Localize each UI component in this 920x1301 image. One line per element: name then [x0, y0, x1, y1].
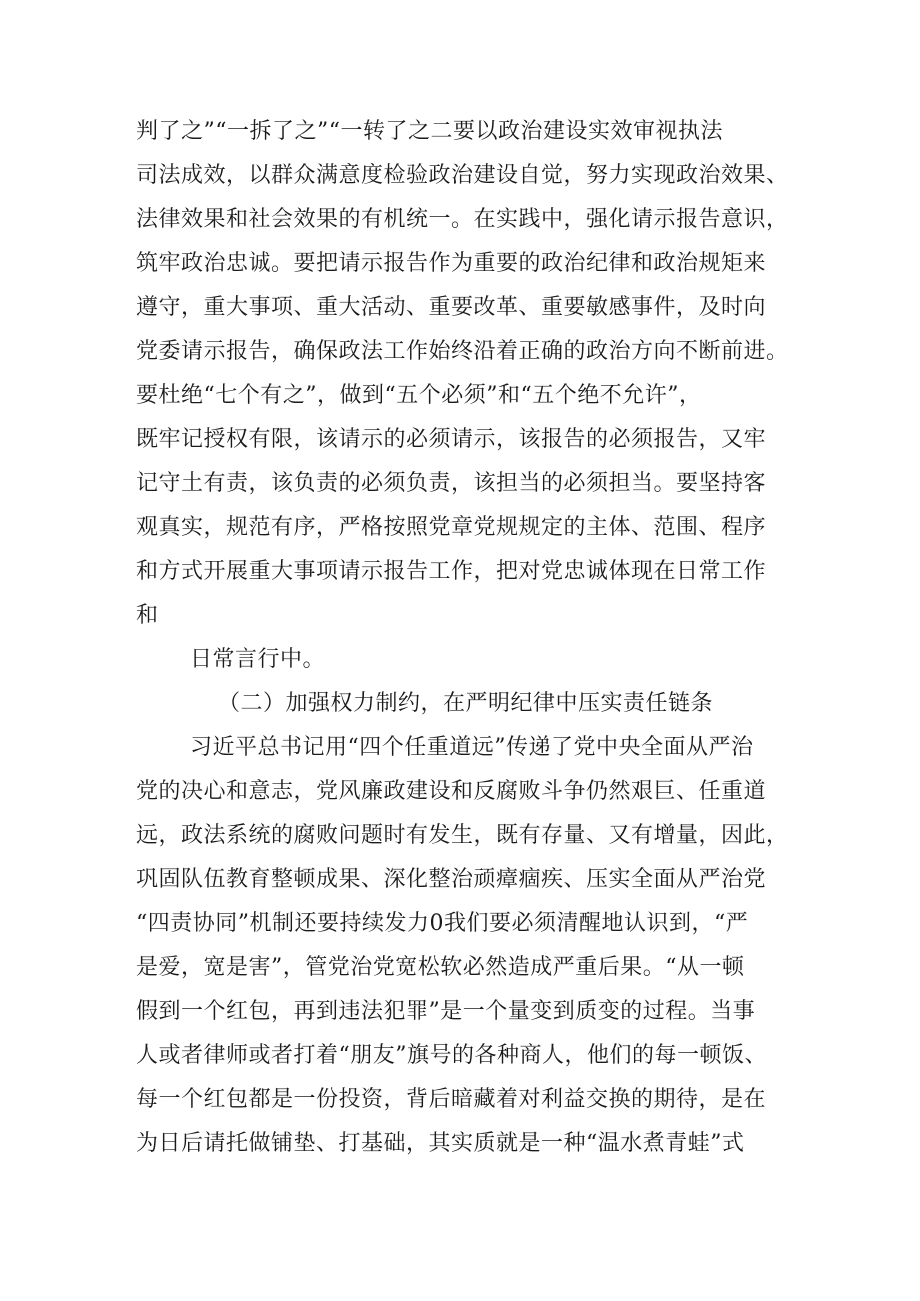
paragraph-line: 巩固队伍教育整顿成果、深化整治顽瘴痼疾、压实全面从严治党: [136, 867, 767, 892]
paragraph-line: 和方式开展重大事项请示报告工作，把对党忠诚体现在日常工作: [136, 559, 767, 584]
paragraph-line: 司法成效，以群众满意度检验政治建设自觉，努力实现政治效果、: [136, 163, 789, 188]
paragraph-line: 远，政法系统的腐败问题时有发生，既有存量、又有增量，因此，: [136, 823, 789, 848]
paragraph-line: 为日后请托做铺垫、打基础，其实质就是一种“温水煮青蛙”式: [136, 1131, 745, 1156]
paragraph-line: 观真实，规范有序，严格按照党章党规规定的主体、范围、程序: [136, 515, 767, 540]
section-heading: （二）加强权力制约，在严明纪律中压实责任链条: [218, 691, 714, 716]
paragraph-line: 既牢记授权有限，该请示的必须请示，该报告的必须报告，又牢: [136, 427, 767, 452]
paragraph-line: 和: [136, 603, 159, 628]
paragraph-line: 要杜绝“七个有之”，做到“五个必须”和“五个绝不允许”，: [136, 383, 702, 408]
paragraph-line: 每一个红包都是一份投资，背后暗藏着对利益交换的期待，是在: [136, 1087, 767, 1112]
paragraph-line: 日常言行中。: [190, 647, 326, 672]
paragraph-line: 遵守，重大事项、重大活动、重要改革、重要敏感事件，及时向: [136, 295, 767, 320]
paragraph-line: 是爱，宽是害”，管党治党宽松软必然造成严重后果。“从一顿: [136, 955, 745, 980]
paragraph-line: “四责协同”机制还要持续发力0我们要必须清醒地认识到，“严: [136, 911, 749, 936]
paragraph-line: 假到一个红包，再到违法犯罪”是一个量变到质变的过程。当事: [136, 999, 756, 1024]
paragraph-line: 习近平总书记用“四个任重道远”传递了党中央全面从严治: [190, 735, 754, 760]
paragraph-line: 判了之”“一拆了之”“一转了之二要以政治建设实效审视执法: [136, 119, 723, 144]
paragraph-line: 党委请示报告，确保政法工作始终沿着正确的政治方向不断前进。: [136, 339, 789, 364]
paragraph-line: 人或者律师或者打着“朋友”旗号的各种商人，他们的每一顿饭、: [136, 1043, 767, 1068]
paragraph-line: 法律效果和社会效果的有机统一。在实践中，强化请示报告意识，: [136, 207, 789, 232]
paragraph-line: 筑牢政治忠诚。要把请示报告作为重要的政治纪律和政治规矩来: [136, 251, 767, 276]
paragraph-line: 记守土有责，该负责的必须负责，该担当的必须担当。要坚持客: [136, 471, 767, 496]
paragraph-line: 党的决心和意志，党风廉政建设和反腐败斗争仍然艰巨、任重道: [136, 779, 767, 804]
